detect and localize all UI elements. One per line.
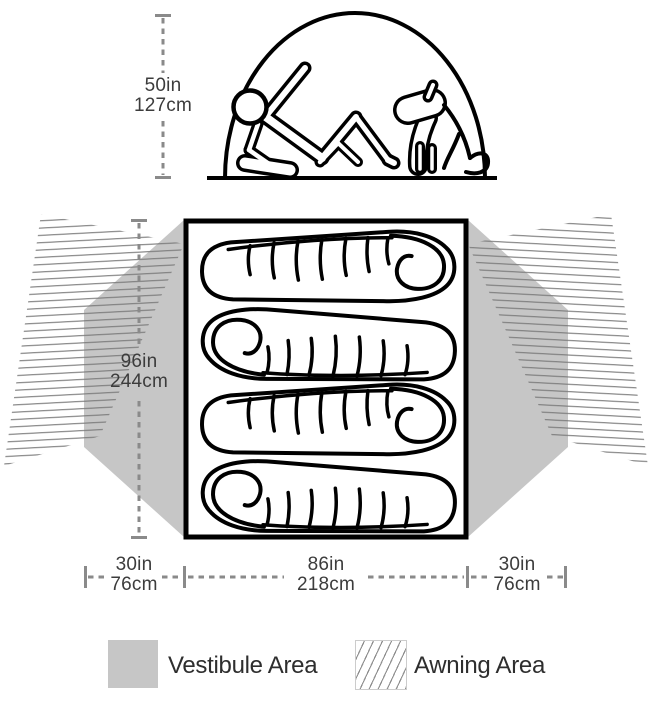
vestibule-left-centimeters: 76cm bbox=[110, 574, 158, 595]
legend-awning-label: Awning Area bbox=[414, 652, 546, 679]
vestibule-right-inches: 30in bbox=[498, 554, 536, 575]
length-inches: 96in bbox=[120, 351, 158, 372]
legend-vestibule-swatch bbox=[108, 640, 158, 688]
vestibule-right-centimeters: 76cm bbox=[493, 574, 541, 595]
height-inches: 50in bbox=[144, 75, 182, 96]
length-dimension-label bbox=[84, 352, 194, 392]
vestibule-left-dimension-label bbox=[79, 555, 189, 595]
floor-width-dimension-label bbox=[271, 555, 381, 595]
person-head bbox=[234, 91, 267, 124]
tent-side-view bbox=[207, 13, 497, 178]
height-centimeters: 127cm bbox=[133, 95, 193, 116]
sleeping-bag-1 bbox=[201, 230, 456, 308]
length-centimeters: 244cm bbox=[109, 371, 169, 392]
sleeping-bag-3 bbox=[201, 383, 456, 461]
floor-width-centimeters: 218cm bbox=[296, 574, 356, 595]
legend-awning-swatch bbox=[355, 640, 407, 690]
vestibule-left-inches: 30in bbox=[115, 554, 153, 575]
vestibule-right-dimension-label bbox=[462, 555, 572, 595]
legend-vestibule-label: Vestibule Area bbox=[168, 652, 318, 679]
floor-width-inches: 86in bbox=[307, 554, 345, 575]
height-dimension-label bbox=[108, 76, 218, 116]
